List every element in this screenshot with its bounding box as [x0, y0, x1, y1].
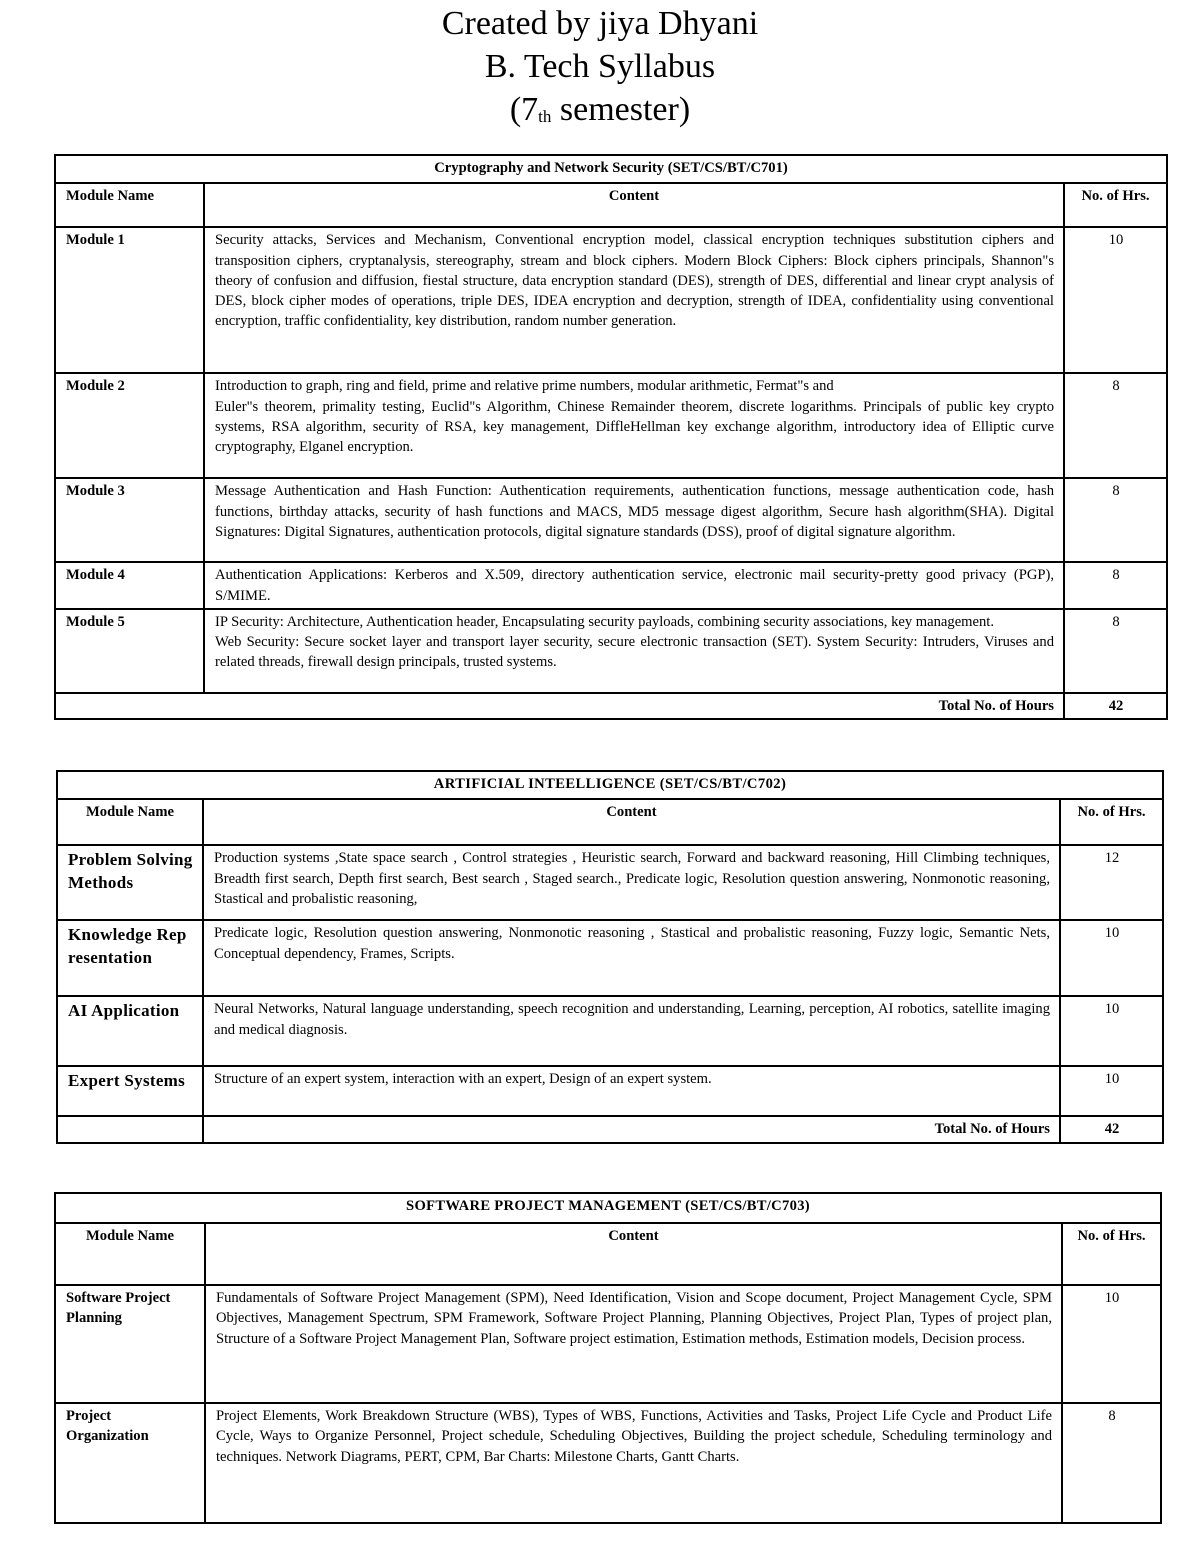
col-header-module: Module Name [55, 183, 204, 227]
module-content: IP Security: Architecture, Authentication header, Encapsulating security payloads, combining security associations, key management. Web Security: Secure socket layer and transport layer security, secure electronic transaction (SET). System Security: Intruders, Viruses and related threads, firewall design principals, trusted systems. [204, 609, 1064, 693]
col-header-content: Content [203, 799, 1060, 845]
module-name: AI Application [57, 996, 203, 1066]
module-content: Introduction to graph, ring and field, prime and relative prime numbers, modular arithmetic, Fermat"s and Euler"s theorem, primality testing, Euclid"s Algorithm, Chinese Remainder theorem, discrete logarithms. Principals of public key crypto systems, RSA algorithm, security of RSA, key management, DiffleHellman key exchange algorithm, introductory idea of Elliptic curve cryptography, Elganel encryption. [204, 373, 1064, 478]
spm-syllabus-table [54, 1192, 1162, 1524]
module-content: Structure of an expert system, interaction with an expert, Design of an expert system. [203, 1066, 1060, 1116]
col-header-hours: No. of Hrs. [1062, 1223, 1161, 1285]
module-hours: 10 [1060, 920, 1163, 996]
col-header-hours: No. of Hrs. [1064, 183, 1167, 227]
col-header-module: Module Name [55, 1223, 205, 1285]
module-content: Security attacks, Services and Mechanism, Conventional encryption model, classical encryption techniques substitution ciphers and transposition ciphers, cryptanalysis, stereography, stream and block ciphers. Modern Block Ciphers: Block ciphers principals, Shannon"s theory of confusion and diffusion, fiestal structure, data encryption standard (DES), strength of DES, differential and linear crypt analysis of DES, block cipher modes of operations, triple DES, IDEA encryption and decryption, strength of IDEA, confidentiality using conventional encryption, traffic confidentiality, key distribution, random number generation. [204, 227, 1064, 373]
col-header-content: Content [205, 1223, 1062, 1285]
module-content: Production systems ,State space search , Control strategies , Heuristic search, Forward and backward reasoning, Hill Climbing techniques, Breadth first search, Depth first search, Best search , Staged search., Predicate logic, Resolution question answering, Nonmonotic reasoning, Stastical and probalistic reasoning, [203, 845, 1060, 920]
module-hours: 10 [1062, 1285, 1161, 1403]
module-content: Message Authentication and Hash Function: Authentication requirements, authentication functions, message authentication code, hash functions, birthday attacks, security of hash functions and MACS, MD5 message digest algorithm, Secure hash algorithm(SHA). Digital Signatures: Digital Signatures, authentication protocols, digital signature standards (DSS), proof of digital signature algorithm. [204, 478, 1064, 562]
module-name: Project Organization [55, 1403, 205, 1523]
table-row [57, 996, 1163, 1066]
module-hours: 10 [1060, 1066, 1163, 1116]
table-row [57, 920, 1163, 996]
module-name: Module 3 [55, 478, 204, 562]
module-name: Module 2 [55, 373, 204, 478]
module-name: Software Project Planning [55, 1285, 205, 1403]
total-row [55, 693, 1167, 719]
table-row [55, 1285, 1161, 1403]
table-row [55, 373, 1167, 478]
module-name: Module 4 [55, 562, 204, 609]
syllabus-title: B. Tech Syllabus [484, 48, 716, 85]
module-content: Neural Networks, Natural language understanding, speech recognition and understanding, Learning, perception, AI robotics, satellite imaging and medical diagnosis. [203, 996, 1060, 1066]
total-value: 42 [1060, 1116, 1163, 1142]
module-hours: 10 [1064, 227, 1167, 373]
module-hours: 8 [1062, 1403, 1161, 1523]
semester-line: ($7_{th}$ semester) [509, 91, 691, 128]
total-label: Total No. of Hours [203, 1116, 1060, 1142]
ai-syllabus-table [56, 770, 1164, 1144]
crypto-syllabus-table [54, 154, 1168, 720]
total-value: 42 [1064, 693, 1167, 719]
module-content: Fundamentals of Software Project Management (SPM), Need Identification, Vision and Scope document, Project Management Cycle, SPM Objectives, Management Spectrum, SPM Framework, Software Project Planning, Planning Objectives, Project Plan, Types of project plan, Structure of a Software Project Management Plan, Software project estimation, Estimation methods, Estimation models, Decision process. [205, 1285, 1062, 1403]
module-content: Project Elements, Work Breakdown Structure (WBS), Types of WBS, Functions, Activities and Tasks, Project Life Cycle and Product Life Cycle, Ways to Organize Personnel, Project schedule, Scheduling Objectives, Building the project schedule, Scheduling terminology and techniques. Network Diagrams, PERT, CPM, Bar Charts: Milestone Charts, Gantt Charts. [205, 1403, 1062, 1523]
table-row [57, 1066, 1163, 1116]
table-title: ARTIFICIAL INTEELLIGENCE (SET/CS/BT/C702) [57, 771, 1163, 799]
module-name: Expert Systems [57, 1066, 203, 1116]
module-hours: 12 [1060, 845, 1163, 920]
document-header [0, 0, 1200, 138]
module-hours: 8 [1064, 609, 1167, 693]
total-row [57, 1116, 1163, 1142]
module-name: Module 5 [55, 609, 204, 693]
table-title: SOFTWARE PROJECT MANAGEMENT (SET/CS/BT/C703) [55, 1193, 1161, 1223]
col-header-content: Content [204, 183, 1064, 227]
module-name: Problem Solving Methods [57, 845, 203, 920]
total-empty-cell [57, 1116, 203, 1142]
table-row [55, 227, 1167, 373]
module-name: Module 1 [55, 227, 204, 373]
table-row [57, 845, 1163, 920]
module-hours: 8 [1064, 562, 1167, 609]
table-row [55, 1403, 1161, 1523]
module-content: Authentication Applications: Kerberos and X.509, directory authentication service, electronic mail security-pretty good privacy (PGP), S/MIME. [204, 562, 1064, 609]
module-hours: 10 [1060, 996, 1163, 1066]
table-row [55, 562, 1167, 609]
table-row [55, 478, 1167, 562]
col-header-hours: No. of Hrs. [1060, 799, 1163, 845]
author-line: Created by jiya Dhyani [441, 5, 759, 42]
module-content: Predicate logic, Resolution question answering, Nonmonotic reasoning , Stastical and probalistic reasoning, Fuzzy logic, Semantic Nets, Conceptual dependency, Frames, Scripts. [203, 920, 1060, 996]
module-name: Knowledge Representation [57, 920, 203, 996]
table-row [55, 609, 1167, 693]
module-hours: 8 [1064, 373, 1167, 478]
total-label: Total No. of Hours [55, 693, 1064, 719]
col-header-module: Module Name [57, 799, 203, 845]
table-title: Cryptography and Network Security (SET/CS/BT/C701) [55, 155, 1167, 183]
module-hours: 8 [1064, 478, 1167, 562]
